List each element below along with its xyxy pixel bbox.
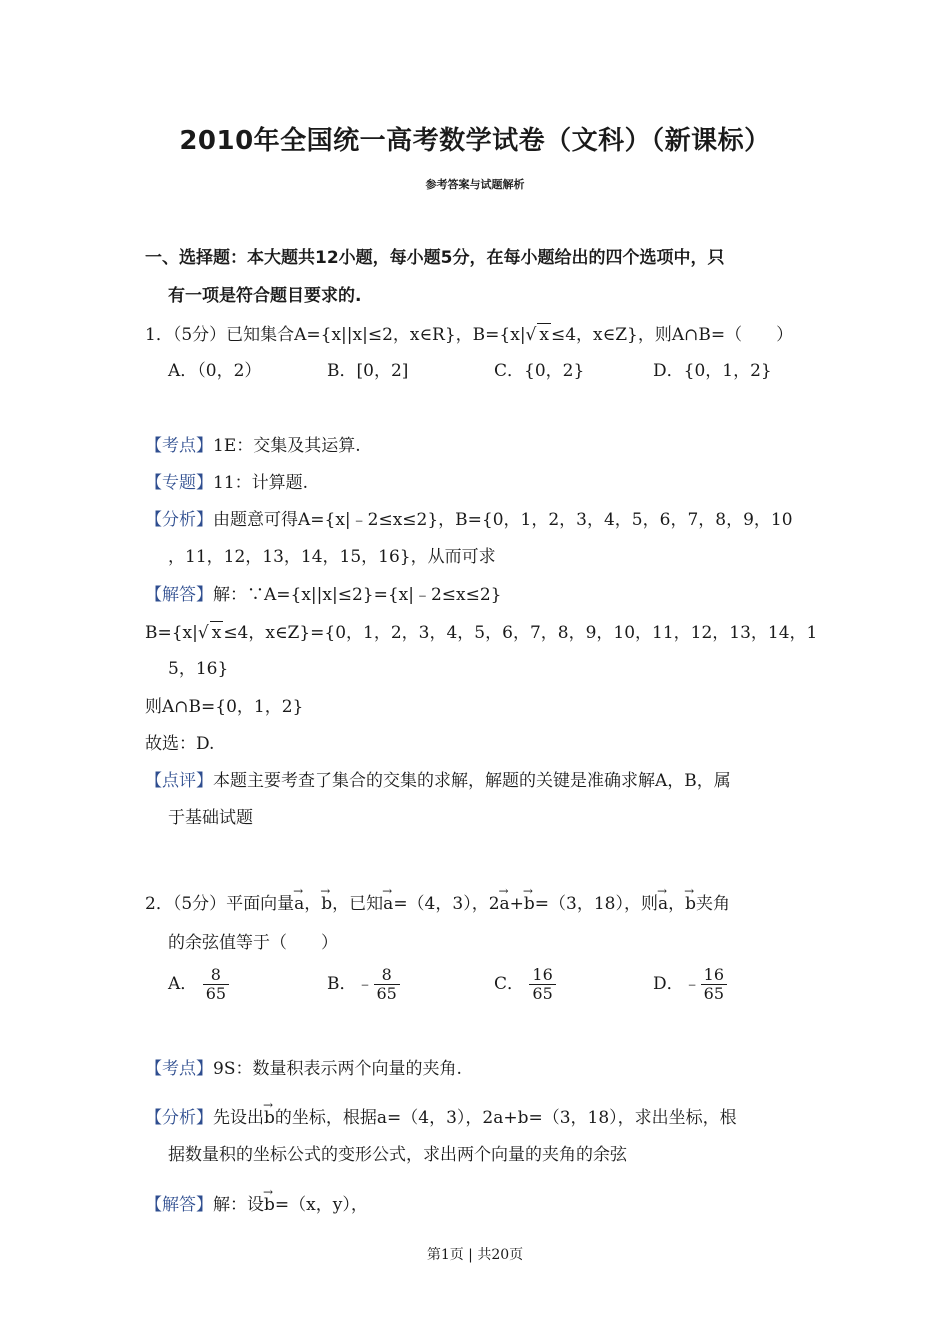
q1-sqrt-radicand: x: [539, 325, 549, 345]
fraction: [701, 966, 727, 1003]
fraction-denominator: 65: [703, 984, 724, 1003]
q2-comma: ，: [668, 894, 686, 914]
q2-option-b-label: B．: [327, 974, 357, 994]
fraction-numerator: 16: [701, 966, 727, 985]
q2-option-b: [327, 966, 400, 1003]
q2-fenxi-a: 先设出: [213, 1108, 264, 1128]
q2-jieda: [145, 1188, 368, 1216]
q1-option-d: D．{0，1，2}: [653, 361, 772, 381]
q1-jieda-line4: 则A∩B={0，1，2}: [145, 697, 304, 717]
fraction: [529, 966, 555, 1003]
q1-dianping: [145, 770, 731, 792]
q2-option-d-label: D．: [653, 974, 684, 994]
section-heading-line2: 有一项是符合题目要求的.: [168, 286, 362, 306]
q2-stem-a: 2．（5分）平面向量: [145, 894, 295, 914]
vector-b: → b: [264, 1101, 275, 1129]
q2-option-d: [653, 966, 727, 1003]
page-subtitle: 参考答案与试题解析: [425, 178, 525, 191]
fenxi-tag: 【分析】: [145, 510, 213, 530]
q1-stem-post: ≤4，x∈Z}，则A∩B=（ ）: [550, 325, 794, 345]
q2-option-a: [168, 966, 229, 1003]
q2-fenxi-cont: 据数量积的坐标公式的变形公式，求出两个向量的夹角的余弦: [168, 1145, 627, 1165]
q1-kaodian: [145, 435, 361, 457]
q1-dianping-text-1: 本题主要考查了集合的交集的求解，解题的关键是准确求解A，B，属: [213, 771, 731, 791]
sqrt-symbol: √: [197, 623, 209, 643]
q2-stem-d: =（3，18），则: [534, 894, 658, 914]
page-title: 2010年全国统一高考数学试卷（文科）（新课标）: [179, 126, 771, 156]
dianping-tag: 【点评】: [145, 771, 213, 791]
q2-comma: ，: [304, 894, 322, 914]
q1-jieda-2-post: ≤4，x∈Z}={0，1，2，3，4，5，6，7，8，9，10，11，12，13，14，1: [223, 623, 818, 643]
q1-stem-pre: 1．（5分）已知集合A={x||x|≤2，x∈R}，B={x|: [145, 325, 526, 345]
q1-jieda-line3: 5，16}: [168, 659, 229, 679]
q2-kaodian: [145, 1058, 462, 1080]
fraction-numerator: 16: [529, 966, 555, 985]
minus-sign: ﹣: [683, 974, 701, 994]
fenxi-tag: 【分析】: [145, 1108, 213, 1128]
q2-fenxi-b: 的坐标，根据a=（4，3），2a+b=（3，18），求出坐标，根: [274, 1108, 737, 1128]
fraction-numerator: 8: [374, 966, 400, 985]
q2-jieda-a: 解：设: [213, 1195, 264, 1215]
vector-b: → b: [685, 887, 696, 915]
vector-a: → a: [658, 887, 668, 915]
vector-a: → a: [294, 887, 304, 915]
fraction: [374, 966, 400, 1003]
fraction-denominator: 65: [376, 984, 397, 1003]
fraction-numerator: 8: [203, 966, 229, 985]
q2-option-c-label: C．: [494, 974, 525, 994]
vector-b: → b: [264, 1188, 275, 1216]
q1-fenxi-cont: ，11，12，13，14，15，16}，从而可求: [168, 547, 496, 567]
q1-zhuanti-text: 11：计算题.: [213, 473, 309, 493]
q1-jieda: [145, 584, 501, 606]
kaodian-tag: 【考点】: [145, 436, 213, 456]
zhuanti-tag: 【专题】: [145, 473, 213, 493]
q2-option-a-label: A．: [168, 974, 198, 994]
q1-jieda-2-pre: B={x|: [145, 623, 198, 643]
q1-dianping-cont: 于基础试题: [168, 808, 253, 828]
q1-zhuanti: [145, 472, 308, 494]
page-footer: 第1页 | 共20页: [426, 1247, 524, 1263]
q1-jieda-text-1: 解：∵A={x||x|≤2}={x|﹣2≤x≤2}: [213, 585, 502, 605]
vector-b: → b: [524, 887, 535, 915]
jieda-tag: 【解答】: [145, 585, 213, 605]
fraction: [203, 966, 229, 1003]
q2-fenxi: [145, 1101, 737, 1129]
section-heading-line1: 一、选择题：本大题共12小题，每小题5分，在每小题给出的四个选项中，只: [145, 248, 725, 268]
q2-stem-e: 夹角: [696, 894, 731, 914]
q2-jieda-b: =（x，y），: [274, 1195, 368, 1215]
kaodian-tag: 【考点】: [145, 1059, 213, 1079]
vector-a: → a: [383, 887, 393, 915]
q2-kaodian-text: 9S：数量积表示两个向量的夹角.: [213, 1059, 462, 1079]
q2-plus: +: [509, 894, 524, 914]
q1-fenxi: [145, 509, 793, 531]
q1-option-b: B．[0，2]: [327, 361, 409, 381]
sqrt-symbol: √: [525, 325, 537, 345]
fraction-denominator: 65: [532, 984, 553, 1003]
q2-stem: [145, 887, 730, 915]
vector-a: → a: [500, 887, 510, 915]
fraction-denominator: 65: [205, 984, 227, 1003]
q2-stem-b: ，已知: [332, 894, 384, 914]
minus-sign: ﹣: [356, 974, 374, 994]
q1-option-c: C．{0，2}: [494, 361, 585, 381]
q1-jieda-sqrt-radicand: x: [211, 623, 222, 643]
q2-option-c: [494, 966, 556, 1003]
vector-b: → b: [321, 887, 332, 915]
q1-jieda-line2: [145, 621, 817, 644]
q1-stem: [145, 323, 793, 346]
q1-jieda-line5: 故选：D.: [145, 734, 215, 754]
q2-stem-c: =（4，3），2: [393, 894, 500, 914]
jieda-tag: 【解答】: [145, 1195, 213, 1215]
q1-option-a: A．（0，2）: [168, 361, 262, 381]
q2-stem-cont: 的余弦值等于（ ）: [168, 933, 338, 953]
q1-fenxi-text-1: 由题意可得A={x|﹣2≤x≤2}，B={0，1，2，3，4，5，6，7，8，9，10: [213, 510, 793, 530]
q1-kaodian-text: 1E：交集及其运算.: [213, 436, 361, 456]
